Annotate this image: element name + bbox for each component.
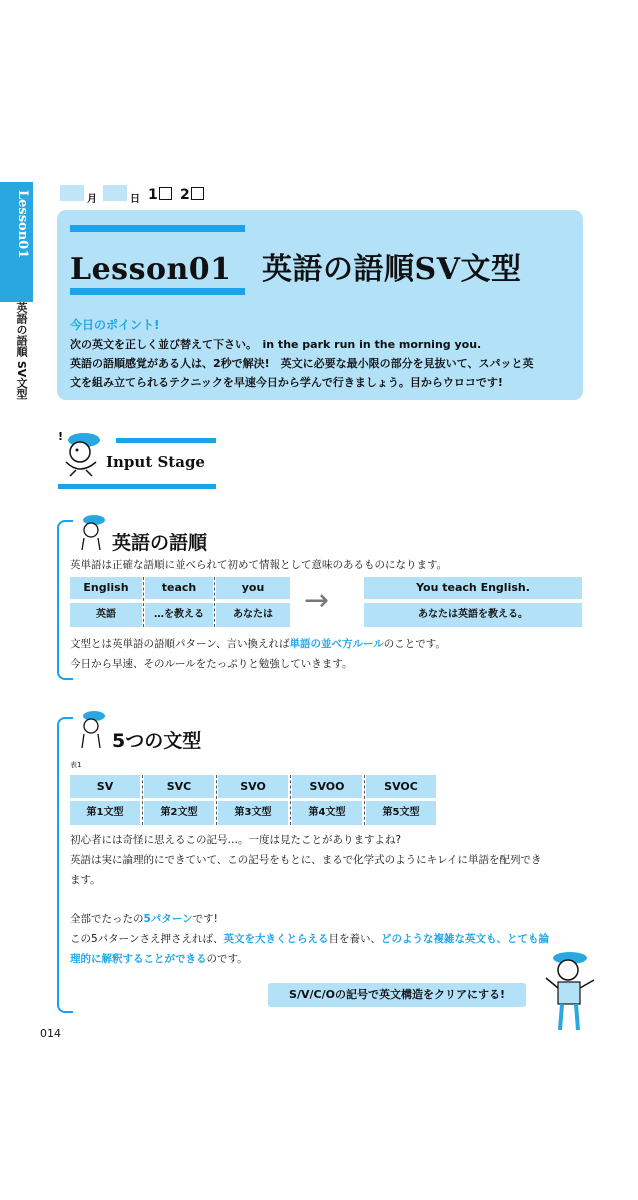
section2-p3	[70, 911, 218, 926]
section1-line1	[70, 636, 446, 651]
lesson-header-box	[57, 210, 583, 400]
mascot-standing-icon	[540, 948, 600, 1034]
svg-text:!: !	[58, 430, 64, 443]
checkbox-icon	[159, 187, 172, 200]
section1-line2: 今日から早速、そのルールをたっぷりと勉強していきます。	[70, 658, 353, 670]
highlight-5patterns: 5パターン	[143, 913, 193, 925]
pattern-svo: SVO	[218, 775, 288, 798]
section2-p2a: 英語は実に論理的にできていて、この記号をもとに、まるで化学式のようにキレイに単語を配列でき	[70, 854, 542, 866]
input-stage-title: Input Stage	[106, 453, 205, 471]
highlight-rule: 単語の並べ方ルール	[289, 638, 384, 650]
section1-intro: 英単語は正確な語順に並べられて初めて情報として意味のあるものになります。	[70, 559, 448, 571]
table-label: 表1	[70, 761, 82, 769]
pattern-svoo: SVOO	[292, 775, 362, 798]
day-label: 日	[130, 194, 140, 205]
divider	[290, 775, 291, 825]
pattern-sv: SV	[70, 775, 140, 798]
stage-bar-top	[116, 438, 216, 443]
mascot-icon	[56, 426, 106, 478]
text-span: のことです。	[383, 638, 446, 650]
text-span: 文型とは英単語の語順パターン、言い換えれば	[70, 638, 290, 650]
result-english: You teach English.	[364, 577, 582, 599]
month-box[interactable]	[60, 185, 84, 201]
page-number: 014	[40, 1027, 61, 1040]
review-check-2[interactable]	[180, 187, 204, 203]
section2-p2b: ます。	[70, 874, 101, 886]
lesson-title: Lesson01 英語の語順SV文型	[70, 252, 522, 287]
side-tab-label: Lesson01	[15, 190, 30, 259]
check-1-number: 1	[148, 187, 158, 203]
point-line-3: 文を組み立てられるテクニックを早速今日から学んで行きましょう。目からウロコです!	[70, 376, 503, 389]
stage-bar-bottom	[58, 484, 216, 489]
section1-title: 英語の語順	[112, 532, 208, 554]
highlight-grasp: 英文を大きくとらえる	[223, 933, 329, 945]
word-teach: teach	[145, 577, 213, 599]
highlight-logical: 理的に解釈することができる	[70, 953, 207, 965]
check-2-number: 2	[180, 187, 190, 203]
month-label: 月	[87, 194, 97, 205]
side-tab-subtitle: 英語の語順 SV文型	[15, 302, 28, 400]
section2-p4	[70, 931, 549, 946]
point-line-1: 次の英文を正しく並び替えて下さい。 in the park run in the morning you.	[70, 338, 482, 351]
divider	[214, 577, 215, 627]
word-english: English	[70, 577, 142, 599]
arrow-right-icon: →	[304, 583, 330, 618]
divider	[364, 775, 365, 825]
point-line-2: 英語の語順感覚がある人は、2秒で解決! 英文に必要な最小限の部分を見抜いて、スパッと英	[70, 357, 534, 370]
divider	[216, 775, 217, 825]
divider	[143, 577, 144, 627]
result-japanese: あなたは英語を教える。	[364, 603, 582, 627]
section2-p1: 初心者には奇怪に思えるこの記号…。一度は見たことがありますよね?	[70, 834, 402, 846]
pattern-svoc: SVOC	[366, 775, 436, 798]
word-you: you	[216, 577, 290, 599]
pattern-name-5: 第5文型	[366, 801, 436, 825]
section2-p5	[70, 951, 248, 966]
title-bar-top	[70, 225, 245, 232]
text-span: 全部でたったの	[70, 913, 144, 925]
pattern-name-4: 第4文型	[292, 801, 362, 825]
summary-callout: S/V/C/Oの記号で英文構造をクリアにする!	[268, 983, 526, 1007]
pattern-name-2: 第2文型	[144, 801, 214, 825]
day-box[interactable]	[103, 185, 127, 201]
divider	[142, 775, 143, 825]
word-anatawa: あなたは	[216, 603, 290, 627]
checkbox-icon	[191, 187, 204, 200]
title-bar-bottom	[70, 288, 245, 295]
text-span: この5パターンさえ押さえれば、	[70, 933, 224, 945]
review-check-1[interactable]	[148, 187, 172, 203]
highlight-complex: どのような複雑な英文も、とても論	[380, 933, 549, 945]
pattern-svc: SVC	[144, 775, 214, 798]
mascot-small-icon	[74, 708, 108, 750]
text-span: のです。	[206, 953, 248, 965]
point-heading: 今日のポイント!	[70, 318, 160, 332]
section2-title: 5つの文型	[112, 730, 202, 752]
pattern-name-3: 第3文型	[218, 801, 288, 825]
text-span: 目を養い、	[328, 933, 381, 945]
pattern-name-1: 第1文型	[70, 801, 140, 825]
mascot-small-icon	[74, 512, 108, 552]
word-eigo: 英語	[70, 603, 142, 627]
text-span: です!	[192, 913, 218, 925]
word-oshieru: …を教える	[145, 603, 213, 627]
